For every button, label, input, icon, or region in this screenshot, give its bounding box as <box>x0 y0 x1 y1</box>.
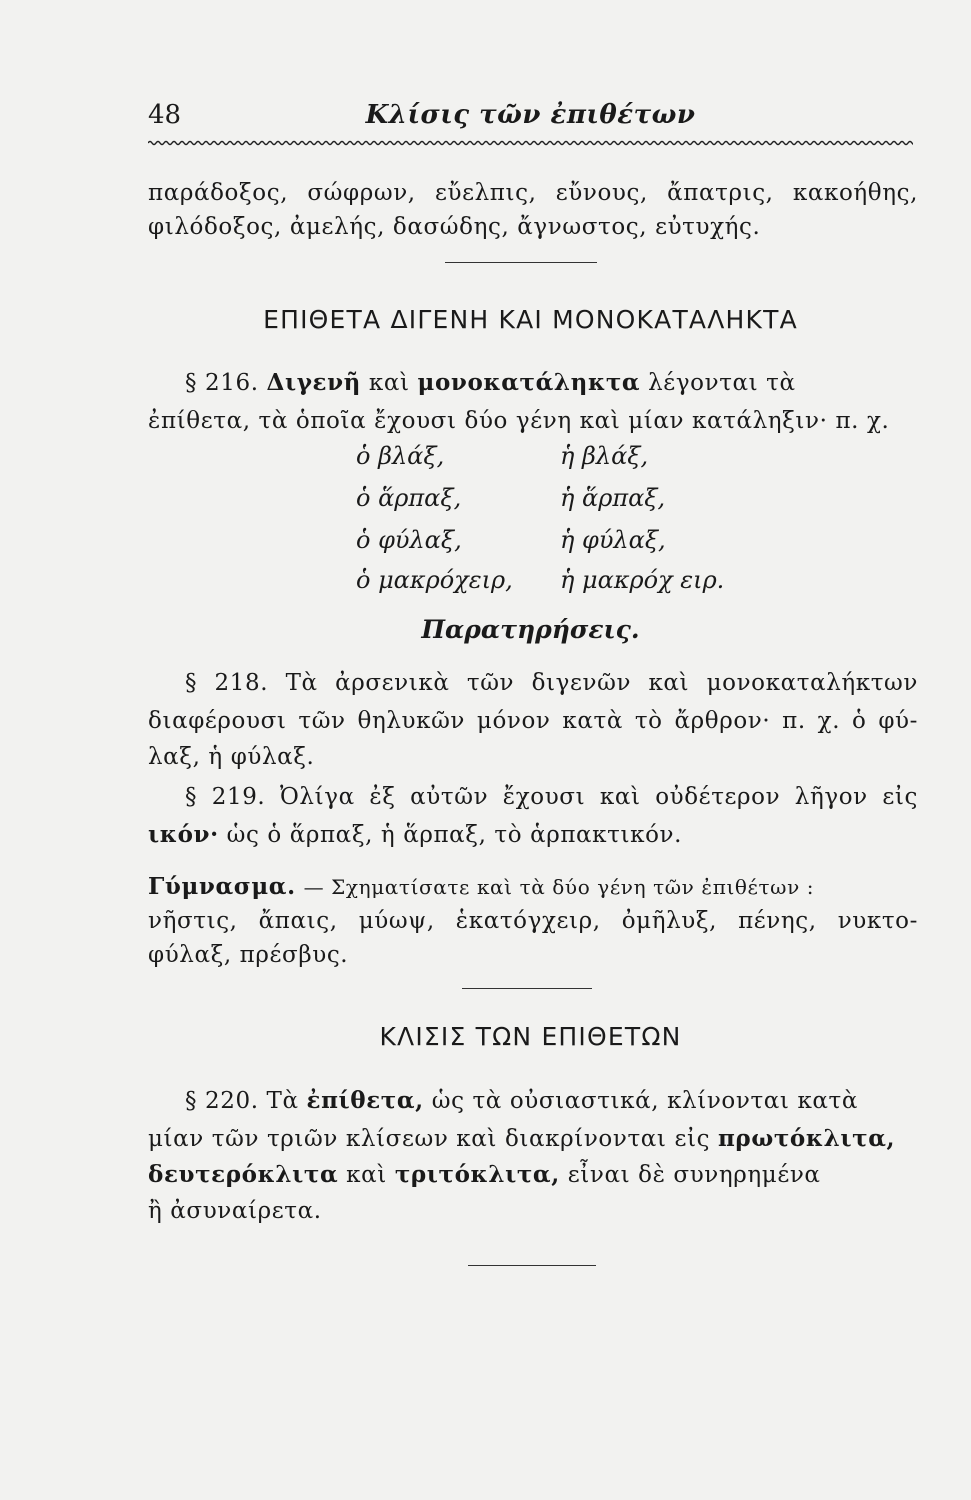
term-tritoklita: τριτόκλιτα, <box>394 1161 560 1188</box>
section-heading-klisis: ΚΛΙΣΙΣ ΤΩΝ ΕΠΙΘΕΤΩΝ <box>379 1022 682 1051</box>
paragraph-220-line-2 <box>148 1122 918 1156</box>
paragraph-number: § 216. <box>185 370 259 396</box>
exercise-line-1 <box>148 870 918 904</box>
text-fragment: § 220. Τὰ <box>185 1088 299 1114</box>
example-masc: ὁ ἅρπαξ, <box>356 484 462 512</box>
example-masc: ὁ φύλαξ, <box>356 526 462 554</box>
section-divider <box>468 1265 596 1266</box>
paragraph-218-line-1: § 218. Τὰ ἀρσενικὰ τῶν διγενῶν καὶ μονοκαταλήκτων <box>185 670 918 696</box>
example-masc: ὁ μακρόχειρ, <box>356 566 513 594</box>
example-fem: ἡ μακρόχ ειρ. <box>560 566 725 594</box>
ending-ikon: ικόν· <box>148 821 219 848</box>
term-monokatalikta: μονοκατάληκτα <box>417 369 641 396</box>
exercise-instruction: — Σχηματίσατε καὶ τὰ δύο γένη τῶν ἐπιθέτων : <box>303 875 815 899</box>
paragraph-219-line-1: § 219. Ὀλίγα ἐξ αὐτῶν ἔχουσι καὶ οὐδέτερον λῆγον εἰς <box>185 784 918 810</box>
paragraph-216-line-2: ἐπίθετα, τὰ ὁποῖα ἔχουσι δύο γένη καὶ μίαν κατάληξιν· π. χ. <box>148 408 890 434</box>
term-protoklita: πρωτόκλιτα, <box>718 1125 896 1152</box>
example-fem: ἡ βλάξ, <box>560 442 649 470</box>
page-number: 48 <box>148 100 182 130</box>
text-fragment: καὶ <box>346 1162 387 1188</box>
paragraph-220-line-4: ἢ ἀσυναίρετα. <box>148 1198 322 1224</box>
header-wavy-rule <box>148 138 913 148</box>
example-fem: ἡ ἅρπαξ, <box>560 484 666 512</box>
example-fem: ἡ φύλαξ, <box>560 526 666 554</box>
intro-line-1: παράδοξος, σώφρων, εὔελπις, εὔνους, ἄπατρις, κακοήθης, <box>148 180 918 206</box>
text-fragment: λέγονται τὰ <box>648 370 796 396</box>
exercise-label: Γύμνασμα. <box>148 873 296 900</box>
section-heading-digeni: ΕΠΙΘΕΤΑ ΔΙΓΕΝΗ ΚΑΙ ΜΟΝΟΚΑΤΑΛΗΚΤΑ <box>263 305 798 334</box>
paragraph-219-line-2 <box>148 818 918 852</box>
paragraph-218-line-3: λαξ, ἡ φύλαξ. <box>148 744 315 770</box>
observations-title: Παρατηρήσεις. <box>421 615 640 644</box>
paragraph-220-line-1 <box>185 1084 918 1118</box>
text-fragment: ὡς τὰ οὐσιαστικά, κλίνονται κατὰ <box>431 1088 859 1114</box>
intro-line-2: φιλόδοξος, ἀμελής, δασώδης, ἄγνωστος, εὐτυχής. <box>148 214 761 240</box>
section-divider <box>462 988 592 989</box>
paragraph-218-line-2: διαφέρουσι τῶν θηλυκῶν μόνον κατὰ τὸ ἄρθρον· π. χ. ὁ φύ- <box>148 708 918 734</box>
paragraph-216-line-1 <box>185 366 918 400</box>
exercise-line-2: νῆστις, ἄπαις, μύωψ, ἑκατόγχειρ, ὀμῆλυξ, πένης, νυκτο- <box>148 908 918 934</box>
example-masc: ὁ βλάξ, <box>356 442 445 470</box>
term-defteroklita: δευτερόκλιτα <box>148 1161 339 1188</box>
running-title: Κλίσις τῶν ἐπιθέτων <box>365 100 696 130</box>
paragraph-220-line-3 <box>148 1158 918 1192</box>
term-digeni: Διγενῆ <box>266 369 361 396</box>
text-fragment: ὡς ὁ ἅρπαξ, ἡ ἅρπαξ, τὸ ἁρπακτικόν. <box>226 822 683 848</box>
exercise-line-3: φύλαξ, πρέσβυς. <box>148 942 349 968</box>
text-fragment: καὶ <box>368 370 410 396</box>
text-fragment: εἶναι δὲ συνηρημένα <box>567 1162 821 1188</box>
term-epitheta: ἐπίθετα, <box>306 1087 424 1114</box>
text-fragment: μίαν τῶν τριῶν κλίσεων καὶ διακρίνονται εἰς <box>148 1126 711 1152</box>
section-divider <box>445 262 597 263</box>
page-header <box>148 100 913 140</box>
